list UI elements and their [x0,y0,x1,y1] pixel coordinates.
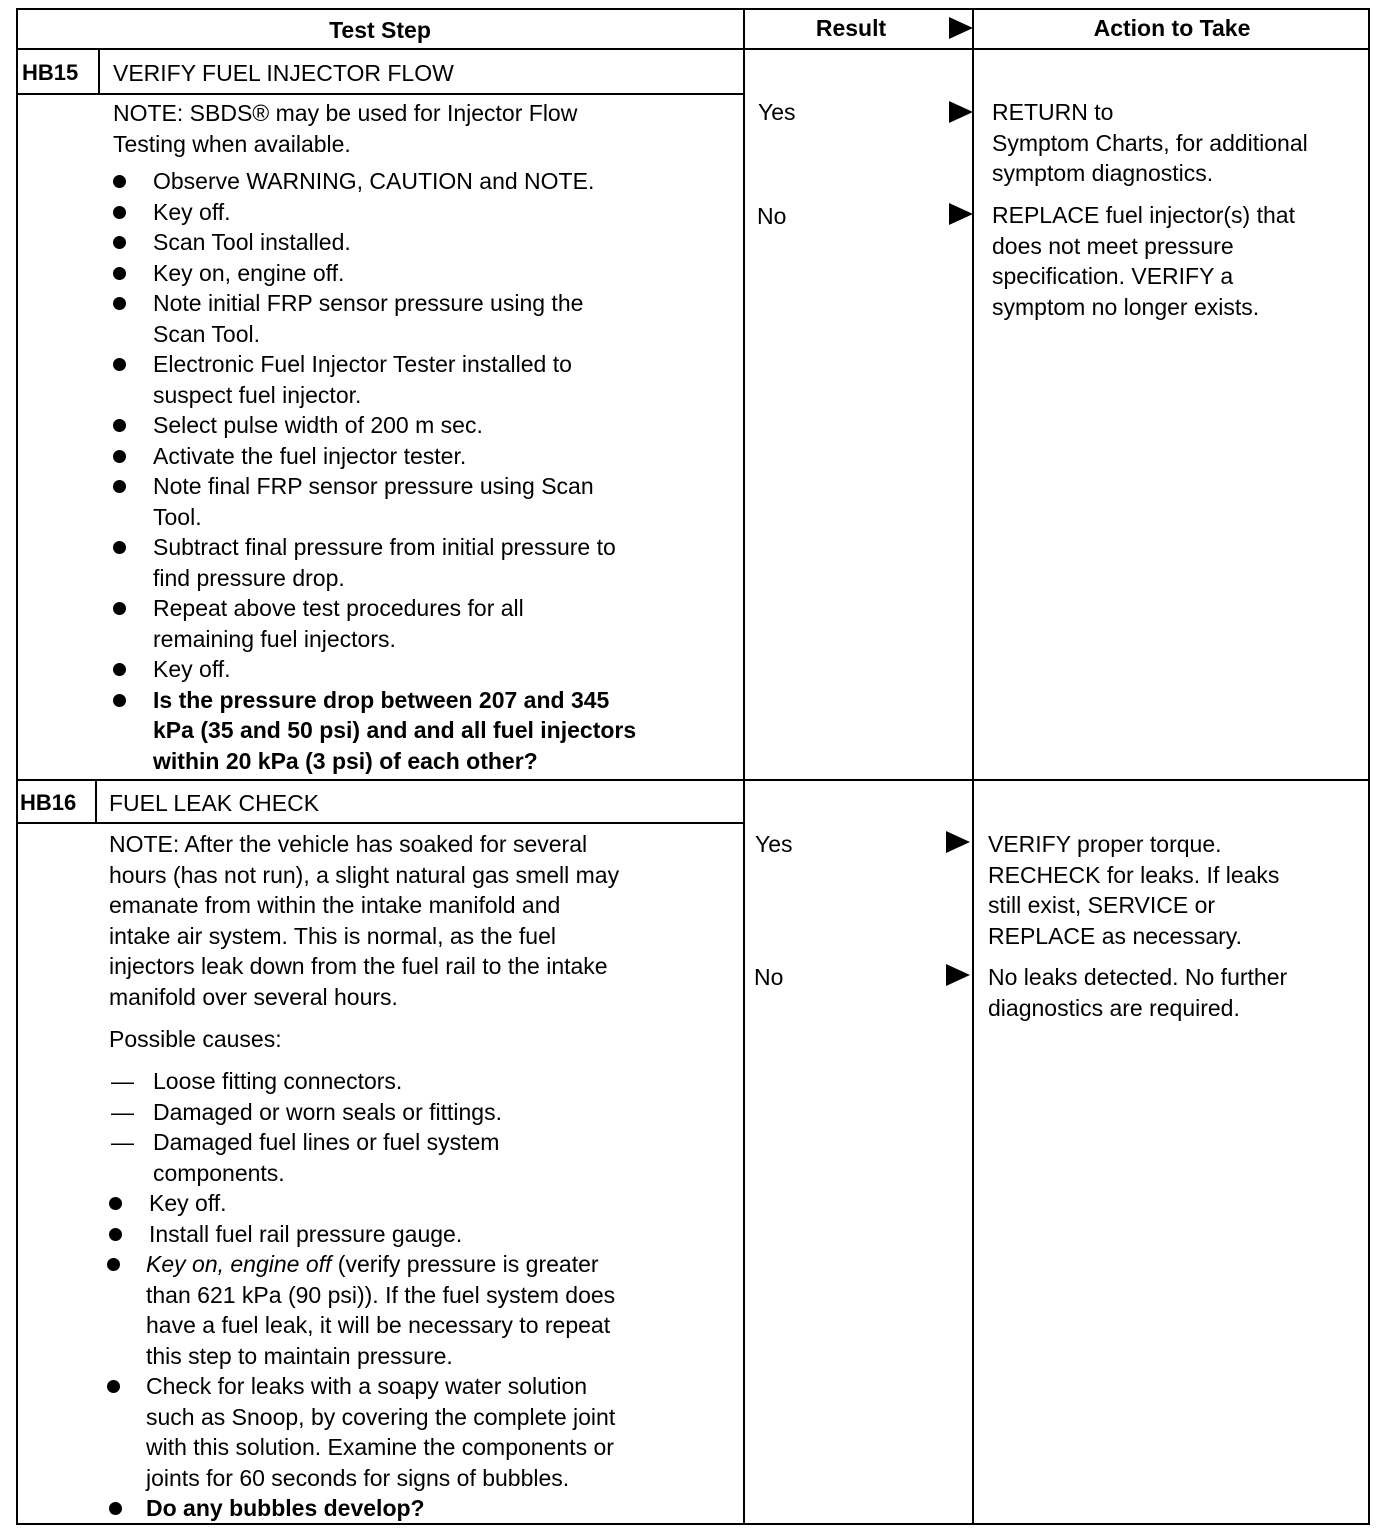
hb15-no-action: REPLACE fuel injector(s) that does not meet pressure specification. VERIFY a symptom no longer exists. [992,202,1295,320]
list-item: Note final FRP sensor pressure using Scan Tool. [113,471,733,532]
bullet-icon [113,450,126,463]
hb15-yes-label: Yes [758,99,796,125]
list-item: Check for leaks with a soapy water solution such as Snoop, by covering the complete joint with this solution. Examine the components or joints for 60 seconds for signs of bubbles. [109,1371,729,1493]
bullet-icon [113,175,126,188]
hb16-title-underline [16,822,744,824]
dash-icon: — [111,1129,134,1155]
list-item: Note initial FRP sensor pressure using the Scan Tool. [113,288,733,349]
bullet-icon [109,1228,122,1241]
hb15-yes-action: RETURN to Symptom Charts, for additional symptom diagnostics. [992,99,1308,186]
hb15-note: NOTE: SBDS® may be used for Injector Flow Testing when available. [113,100,578,157]
bullet-icon [113,358,126,371]
list-item: Subtract final pressure from initial pressure to find pressure drop. [113,532,733,593]
bullet-icon [113,694,126,707]
hb16-bullet-list [109,1188,729,1524]
bullet-icon [113,480,126,493]
hb16-code: HB16 [20,790,77,815]
list-item: — Loose fitting connectors. [109,1066,729,1097]
hb15-yes-arrow-icon [949,101,973,123]
hb15-title-underline [16,93,744,95]
bullet-icon [107,1258,120,1271]
header-action: Action to Take [1093,15,1251,41]
hb16-no-label: No [754,964,784,990]
bullet-icon [109,1502,122,1515]
header-arrow-icon [949,17,973,39]
hb16-yes-action: VERIFY proper torque. RECHECK for leaks. If leaks still exist, SERVICE or REPLACE as necessary. [988,831,1280,949]
divider-result-action [972,8,974,1525]
dash-icon: — [111,1068,134,1094]
bullet-icon [113,206,126,219]
hb16-no-arrow-icon [946,964,970,986]
list-item: Electronic Fuel Injector Tester installed to suspect fuel injector. [113,349,733,410]
divider-test-result [743,8,745,1525]
bullet-icon [113,419,126,432]
hb16-causes-list [109,1066,729,1188]
bullet-icon [113,602,126,615]
bullet-icon [113,663,126,676]
bullet-icon [113,236,126,249]
hb15-bullet-list [113,166,733,776]
hb16-no-action: No leaks detected. No further diagnostics are required. [988,964,1288,1021]
bullet-icon [109,1197,122,1210]
dash-icon: — [111,1098,134,1125]
hb16-title: FUEL LEAK CHECK [109,790,320,816]
list-item [109,1493,729,1524]
list-item: — Damaged fuel lines or fuel system components. [111,1129,500,1186]
header-divider [16,48,1370,50]
list-item [109,1249,729,1371]
hb16-yes-arrow-icon [946,831,970,853]
list-item: Repeat above test procedures for all remaining fuel injectors. [113,593,733,654]
hb15-question: Is the pressure drop between 207 and 345 kPa (35 and 50 psi) and and all fuel injectors within 20 kPa (3 psi) of each other? [153,686,637,774]
list-item: Scan Tool installed. [113,227,733,258]
header-result: Result [815,15,887,41]
list-item: Observe WARNING, CAUTION and NOTE. [113,166,733,197]
bullet-icon [113,541,126,554]
list-item: Activate the fuel injector tester. [113,441,733,472]
list-item: Key off. [113,197,733,228]
list-item: Key off. [109,1188,729,1219]
hb16-key-on: Key on, engine off (verify pressure is greater than 621 kPa (90 psi)). If the fuel system does have a fuel leak, it will be necessary to repeat this step to maintain pressure. [146,1251,616,1369]
hb16-question: Do any bubbles develop? [146,1495,425,1521]
hb15-no-arrow-icon [949,203,973,225]
hb15-no-label: No [757,203,787,229]
hb16-code-divider [95,781,97,823]
hb16-note: NOTE: After the vehicle has soaked for several hours (has not run), a slight natural gas smell may emanate from within the intake manifold and intake air system. This is normal, as the fuel injectors leak down from the fuel rail to the intake manifold over several hours. [109,831,620,1010]
hb16-causes-label: Possible causes: [109,1026,282,1052]
header-test-step: Test Step [329,17,431,43]
list-item: Key off. [113,654,733,685]
list-item [113,685,733,777]
hb15-title: VERIFY FUEL INJECTOR FLOW [113,60,454,86]
list-item: — Damaged or worn seals or fittings. [109,1097,729,1128]
list-item: Key on, engine off. [113,258,733,289]
hb15-code-divider [98,50,100,94]
hb16-yes-label: Yes [755,831,793,857]
list-item: Install fuel rail pressure gauge. [109,1219,729,1250]
bullet-icon [113,267,126,280]
bullet-icon [113,297,126,310]
bullet-icon [107,1380,120,1393]
hb15-code: HB15 [22,60,79,85]
list-item: Select pulse width of 200 m sec. [113,410,733,441]
section-divider [16,779,1370,781]
